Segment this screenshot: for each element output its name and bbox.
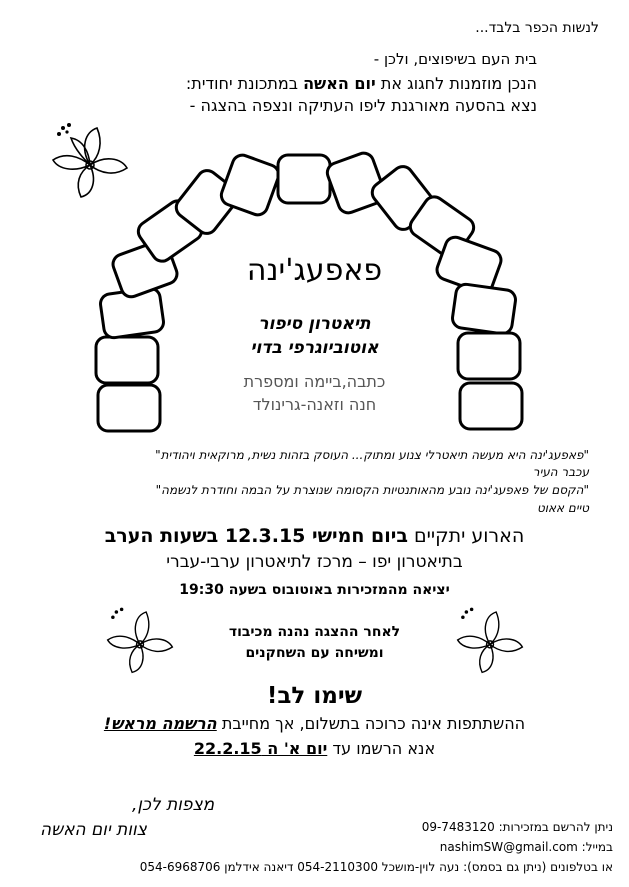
flower-icon [100, 605, 180, 675]
event-venue-line: בתיאטרון יפו – מרכז לתיאטרון ערבי-עברי [166, 552, 463, 572]
contact-line-1: ניתן להרשם במזכירות: 09-7483120 [421, 820, 613, 834]
signoff-line-1: מצפות לכן, [132, 795, 215, 815]
review-quote-2: "הקסם של פאפעג'ינה נובע מהאותנטיות הקסומה שנוצרת על הבמה וחודרת לנשמה" [155, 483, 589, 497]
after-show-line-1: לאחר ההצגה נהנה מכיבוד [228, 624, 401, 640]
show-credit-2: חנה וזאנה-גרינולד [252, 395, 377, 414]
event-date-line: הארוע יתקיים ביום חמישי 12.3.15 בשעות הערב [104, 525, 525, 547]
header-line-2: בית העם בשיפוצים, ולכן - [373, 50, 537, 68]
show-credit-1: כתבה,ביימה ומספרת [243, 372, 386, 391]
notice-heading: שימו לב! [266, 683, 363, 709]
contact-line-3: או בטלפונים (ניתן גם בסמס): נעה לוין-מושכל 054-2110300 דיאנה אידלמן 054-6968706 [139, 860, 613, 874]
header-line-3: הנכן מוזמנות לחגוג את יום האשה במתכונת יחודית: [185, 74, 537, 93]
signoff-line-2: צוות יום האשה [40, 820, 147, 840]
notice-line-1: ההשתתפות אינה כרוכה בתשלום, אך מחייבת הרשמה מראש! [103, 714, 526, 733]
review-quote-1: "פאפעג'ינה היא מעשה תיאטרלי צנוע ומתוק... העוסק בזהות נשית, מרוקאית ויהודית" [155, 448, 589, 462]
show-subtitle-1: תיאטרון סיפור [258, 314, 371, 334]
header-line-1: לנשות הכפר בלבד... [475, 20, 599, 36]
after-show-line-2: ומשיחה עם השחקנים [245, 645, 384, 661]
show-subtitle-2: אוטוביוגרפי בדוי [250, 338, 379, 358]
notice-line-2: אנא הרשמו עד יום א' ה 22.2.15 [193, 739, 436, 758]
show-title: פאפעג'ינה [246, 253, 383, 288]
review-source-2: טיים אאוט [536, 501, 589, 515]
review-source-1: עכבר העיר [532, 465, 589, 479]
contact-email-link[interactable]: nashimSW@gmail.com [439, 840, 578, 854]
contact-line-2: במייל: nashimSW@gmail.com [439, 840, 613, 854]
header-line-4: נצא בהסעה מאורגנת ליפו העתיקה ונצפה בהצגה - [189, 96, 537, 115]
event-departure-line: יציאה מהמזכירות באוטובוס בשעה 19:30 [179, 582, 450, 598]
flower-icon [450, 605, 530, 675]
